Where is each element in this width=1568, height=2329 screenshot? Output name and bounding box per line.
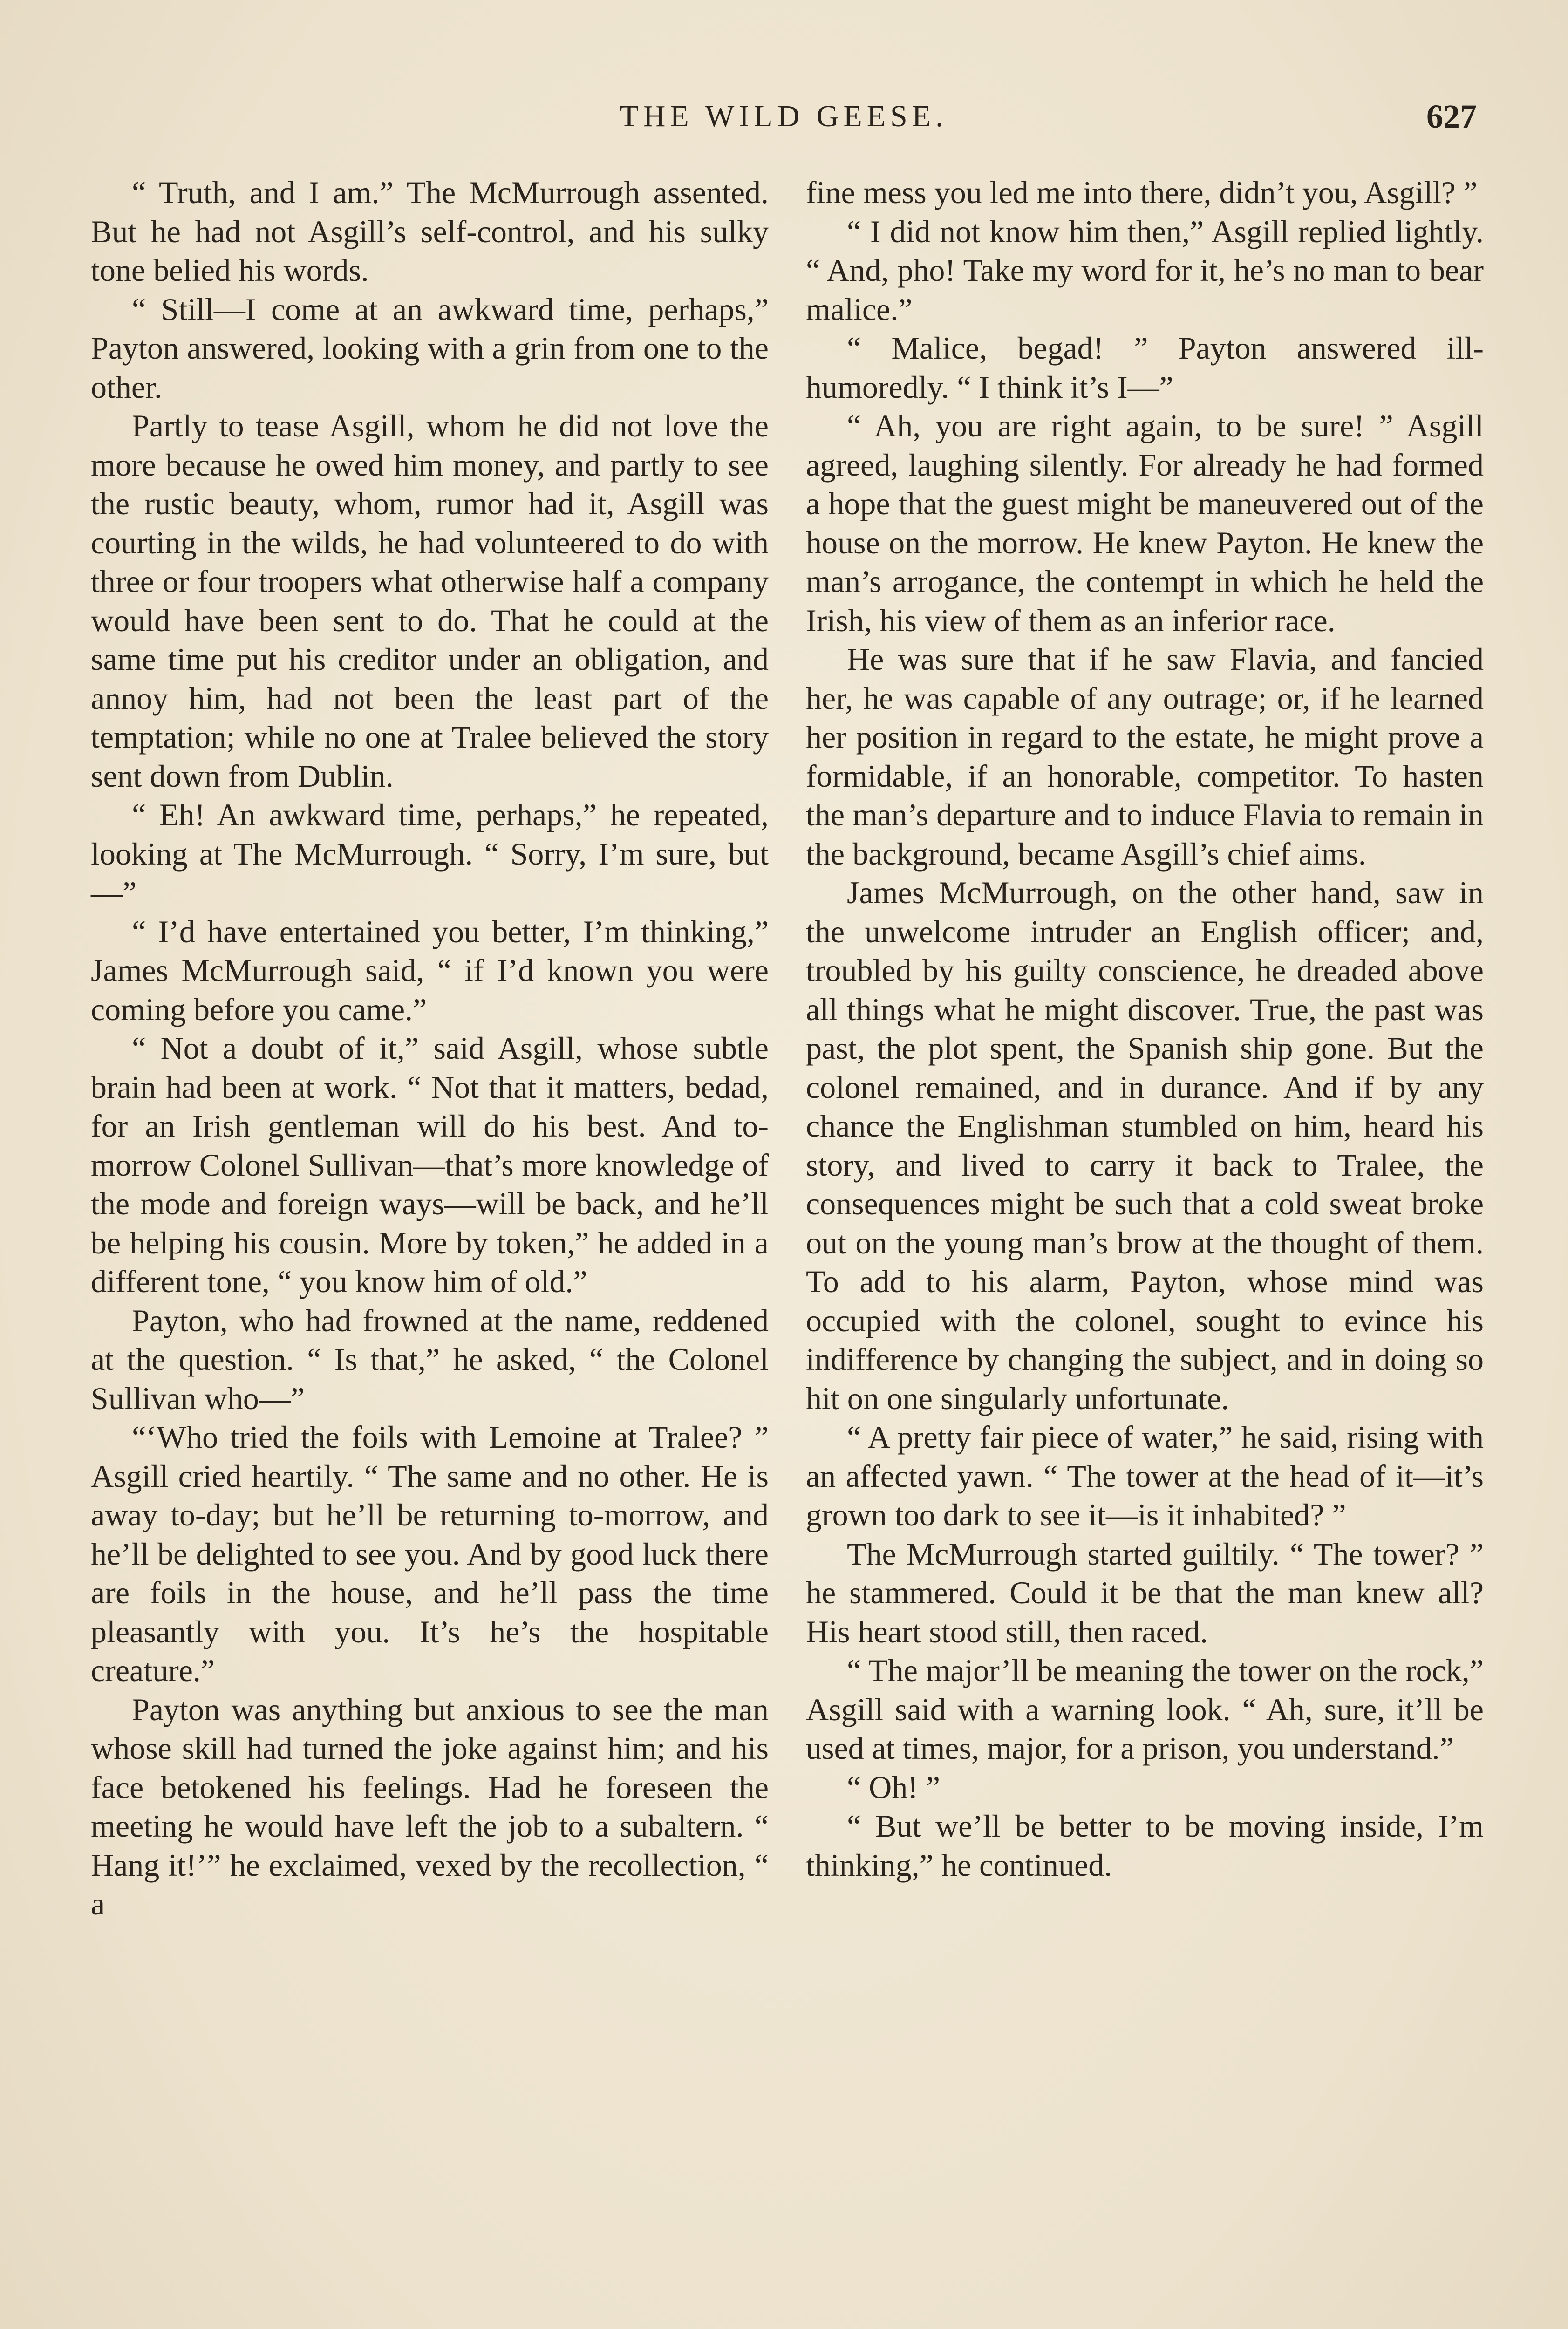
paragraph: Payton, who had frowned at the name, reddened at the question. “ Is that,” he asked, “ the Colonel Sullivan who—” — [91, 1302, 769, 1416]
paragraph: “ Eh! An awkward time, perhaps,” he repeated, looking at The McMurrough. “ Sorry, I’m sure, but—” — [91, 797, 769, 910]
paragraph: “ I’d have entertained you better, I’m thinking,” James McMurrough said, “ if I’d known you were coming before you came.” — [91, 913, 769, 1027]
paragraph: “ Truth, and I am.” The McMurrough assented. But he had not Asgill’s self-control, and his sulky tone belied his words. — [91, 175, 769, 288]
running-head — [91, 95, 1477, 137]
paragraph: James McMurrough, on the other hand, saw in the unwelcome intruder an English officer; and, troubled by his guilty conscience, he dreaded above all things what he might discover. True, the past was past, the plot spent, the Spanish ship gone. But the colonel remained, and in durance. And if by any chance the Englishman stumbled on him, heard his story, and lived to carry it back to Tralee, the consequences might be such that a cold sweat broke out on the young man’s brow at the thought of them. To add to his alarm, Payton, whose mind was occupied with the colonel, sought to evince his indifference by changing the subject, and in doing so hit on one singularly unfortunate. — [806, 875, 1484, 1416]
running-title: THE WILD GEESE. — [620, 99, 948, 133]
text-column-right — [806, 173, 1484, 1885]
paragraph-continued: fine mess you led me into there, didn’t you, Asgill? ” — [806, 175, 1478, 210]
paragraph: “ Still—I come at an awkward time, perhaps,” Payton answered, looking with a grin from one to the other. — [91, 291, 769, 405]
paragraph: “ Not a doubt of it,” said Asgill, whose subtle brain had been at work. “ Not that it matters, bedad, for an Irish gentleman will do his best. And to-morrow Colonel Sullivan—that’s more knowledge of the mode and foreign ways—will be back, and he’ll be helping his cousin. More by token,” he added in a different tone, “ you know him of old.” — [91, 1030, 769, 1299]
paragraph: “‘Who tried the foils with Lemoine at Tralee? ” Asgill cried heartily. “ The same and no other. He is away to-day; but he’ll be returning to-morrow, and he’ll be delighted to see you. And by good luck there are foils in the house, and he’ll pass the time pleasantly with you. It’s he’s the hospitable creature.” — [91, 1419, 769, 1688]
text-column-left — [91, 173, 769, 1924]
paragraph: “ Ah, you are right again, to be sure! ” Asgill agreed, laughing silently. For already he had formed a hope that the guest might be maneuvered out of the house on the morrow. He knew Payton. He knew the man’s arrogance, the contempt in which he held the Irish, his view of them as an inferior race. — [806, 408, 1484, 638]
paragraph: “ The major’ll be meaning the tower on the rock,” Asgill said with a warning look. “ Ah, sure, it’ll be used at times, major, for a prison, you understand.” — [806, 1653, 1484, 1766]
paragraph: “ I did not know him then,” Asgill replied lightly. “ And, pho! Take my word for it, he’s no man to bear malice.” — [806, 213, 1484, 327]
paragraph: Payton was anything but anxious to see the man whose skill had turned the joke against him; and his face betokened his feelings. Had he foreseen the meeting he would have left the job to a subaltern. “ Hang it!’” he exclaimed, vexed by the recollection, “ a — [91, 1691, 769, 1921]
paragraph: “ A pretty fair piece of water,” he said, rising with an affected yawn. “ The tower at the head of it—it’s grown too dark to see it—is it inhabited? ” — [806, 1419, 1484, 1532]
paragraph: “ Malice, begad! ” Payton answered ill-humoredly. “ I think it’s I—” — [806, 330, 1484, 405]
paragraph: He was sure that if he saw Flavia, and fancied her, he was capable of any outrage; or, if he learned her position in regard to the estate, he might prove a formidable, if an honorable, competitor. To hasten the man’s departure and to induce Flavia to remain in the background, became Asgill’s chief aims. — [806, 641, 1484, 872]
paragraph: Partly to tease Asgill, whom he did not love the more because he owed him money, and partly to see the rustic beauty, whom, rumor had it, Asgill was courting in the wilds, he had volunteered to do with three or four troopers what otherwise half a company would have been sent to do. That he could at the same time put his creditor under an obligation, and annoy him, had not been the least part of the temptation; while no one at Tralee believed the story sent down from Dublin. — [91, 408, 769, 794]
page-number: 627 — [1426, 98, 1477, 135]
paragraph: “ Oh! ” — [847, 1769, 941, 1805]
paragraph: The McMurrough started guiltily. “ The tower? ” he stammered. Could it be that the man knew all? His heart stood still, then raced. — [806, 1536, 1484, 1649]
paragraph: “ But we’ll be better to be moving inside, I’m thinking,” he continued. — [806, 1808, 1484, 1883]
